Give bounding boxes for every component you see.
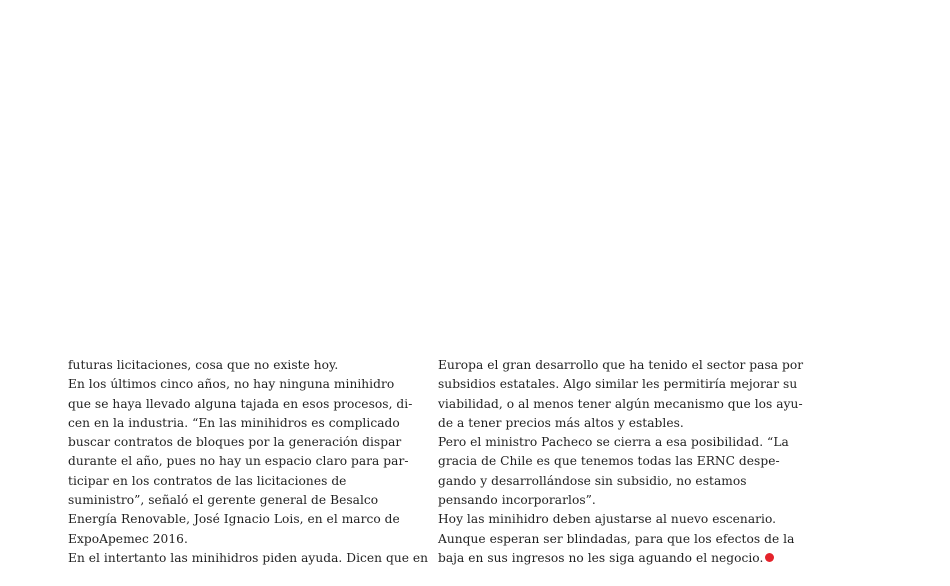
end-of-article-dot-icon	[765, 553, 774, 562]
text-line: subsidios estatales. Algo similar les permitiría mejorar su	[438, 377, 798, 392]
text-line: buscar contratos de bloques por la generación dispar	[68, 435, 402, 450]
text-line: Aunque esperan ser blindadas, para que los efectos de la	[438, 531, 795, 546]
final-text: baja en sus ingresos no les siga aguando el negocio.	[438, 550, 764, 565]
text-line: Energía Renovable, José Ignacio Lois, en el marco de	[68, 512, 400, 527]
text-line: En los últimos cinco años, no hay ninguna minihidro	[68, 377, 395, 392]
text-line: pensando incorporarlos”.	[438, 493, 596, 508]
text-line: que se haya llevado alguna tajada en esos procesos, di-	[68, 396, 413, 411]
text-line: ExpoApemec 2016.	[68, 531, 188, 546]
text-line: Europa el gran desarrollo que ha tenido el sector pasa por	[438, 358, 804, 372]
text-line: suministro”, señaló el gerente general de Besalco	[68, 493, 379, 508]
article-left-column	[68, 356, 428, 568]
text-line: futuras licitaciones, cosa que no existe hoy.	[68, 358, 339, 372]
text-line: viabilidad, o al menos tener algún mecanismo que los ayu-	[438, 396, 803, 411]
text-line: cen en la industria. “En las minihidros es complicado	[68, 415, 400, 430]
text-line: durante el año, pues no hay un espacio claro para par-	[68, 454, 409, 469]
text-line: gando y desarrollándose sin subsidio, no estamos	[438, 473, 747, 488]
text-line: Hoy las minihidro deben ajustarse al nuevo escenario.	[438, 512, 777, 527]
text-line: Pero el ministro Pacheco se cierra a esa posibilidad. “La	[438, 435, 789, 450]
text-line: de a tener precios más altos y estables.	[438, 415, 684, 430]
article-right-column	[438, 356, 804, 568]
text-line: ticipar en los contratos de las licitaciones de	[68, 473, 347, 488]
text-line: gracia de Chile es que tenemos todas las ERNC despe-	[438, 454, 780, 469]
text-line: En el intertanto las minihidros piden ayuda. Dicen que en	[68, 550, 429, 565]
final-text-line	[438, 549, 800, 568]
